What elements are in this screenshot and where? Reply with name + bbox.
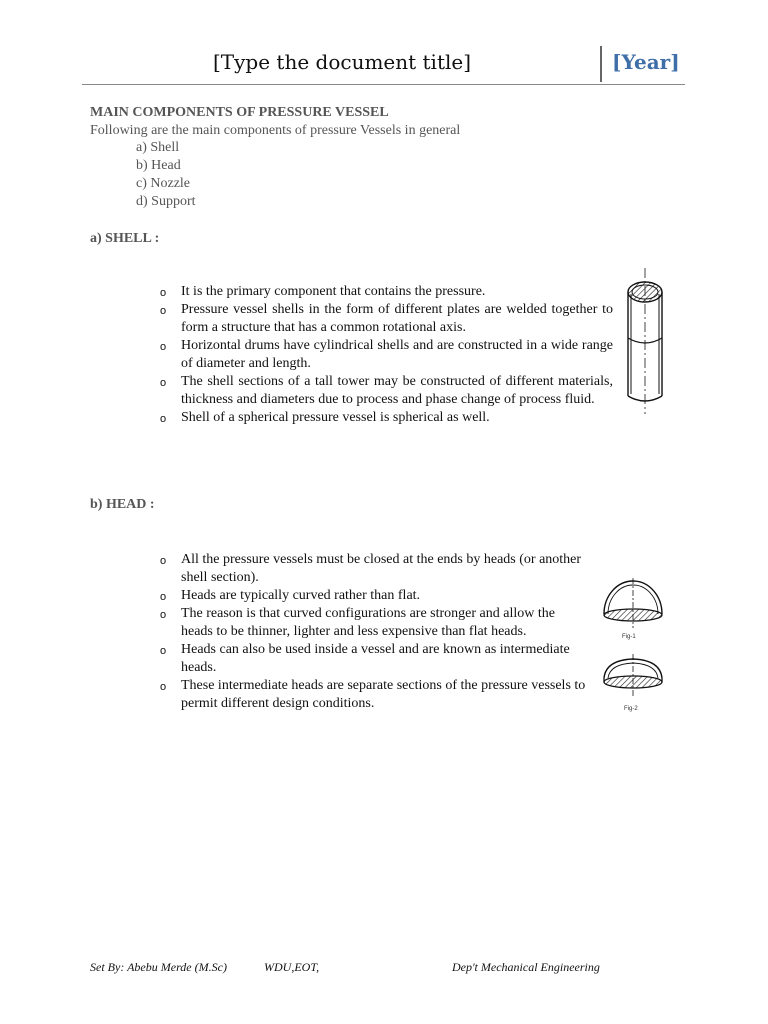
footer-institution: WDU,EOT, (264, 960, 320, 974)
header-rule (82, 84, 685, 85)
components-list (136, 139, 196, 211)
bullet-marker: o (160, 591, 167, 603)
document-year[interactable]: [Year] (612, 50, 680, 74)
head-heading: b) HEAD : (90, 497, 155, 512)
bullet-marker: o (160, 681, 167, 693)
list-item: o All the pressure vessels must be closed at the ends by heads (or another shell section). (160, 552, 582, 585)
bullet-marker: o (160, 377, 167, 389)
list-item: b) Head (136, 158, 181, 173)
header-divider (600, 46, 602, 82)
list-item: d) Support (136, 194, 196, 209)
head-figure-1 (598, 576, 668, 642)
document-title[interactable]: [Type the document title] (212, 50, 472, 74)
list-item: o The reason is that curved configurations are stronger and allow the heads to be thinner, lighter and less expensive than flat heads. (160, 606, 555, 639)
section-title: MAIN COMPONENTS OF PRESSURE VESSEL (90, 105, 389, 120)
list-item: o Shell of a spherical pressure vessel is spherical as well. (160, 409, 613, 427)
intro-text: Following are the main components of pressure Vessels in general (90, 123, 461, 138)
list-item: o The shell sections of a tall tower may be constructed of different materials, thickness and diameters due to process and phase change of process fluid. (160, 374, 613, 407)
list-item: o These intermediate heads are separate sections of the pressure vessels to permit different design conditions. (160, 678, 586, 711)
list-item: o Horizontal drums have cylindrical shells and are constructed in a wide range of diameter and length. (160, 338, 613, 371)
list-item: o It is the primary component that contains the pressure. (160, 283, 613, 301)
list-item: o Heads are typically curved rather than flat. (160, 587, 590, 605)
bullet-marker: o (160, 609, 167, 621)
footer-department: Dep't Mechanical Engineering (452, 960, 600, 974)
bullet-marker: o (160, 341, 167, 353)
list-item: a) Shell (136, 140, 180, 155)
list-item: c) Nozzle (136, 176, 191, 191)
bullet-marker: o (160, 413, 167, 425)
shell-heading: a) SHELL : (90, 231, 160, 246)
shell-bullet-list (160, 283, 613, 427)
bullet-marker: o (160, 287, 167, 299)
fig-2-label: Fig-2 (624, 706, 638, 712)
bullet-marker: o (160, 645, 167, 657)
list-item: o Heads can also be used inside a vessel and are known as intermediate heads. (160, 642, 570, 675)
head-bullet-list (160, 551, 590, 713)
bullet-marker: o (160, 305, 167, 317)
fig-1-label: Fig-1 (622, 634, 636, 640)
shell-cylinder-figure (616, 266, 676, 416)
footer-author: Set By: Abebu Merde (M.Sc) (90, 960, 227, 974)
list-item: o Pressure vessel shells in the form of different plates are welded together to form a structure that has a common rotational axis. (160, 302, 613, 335)
head-figure-2 (598, 652, 668, 714)
bullet-marker: o (160, 555, 167, 567)
